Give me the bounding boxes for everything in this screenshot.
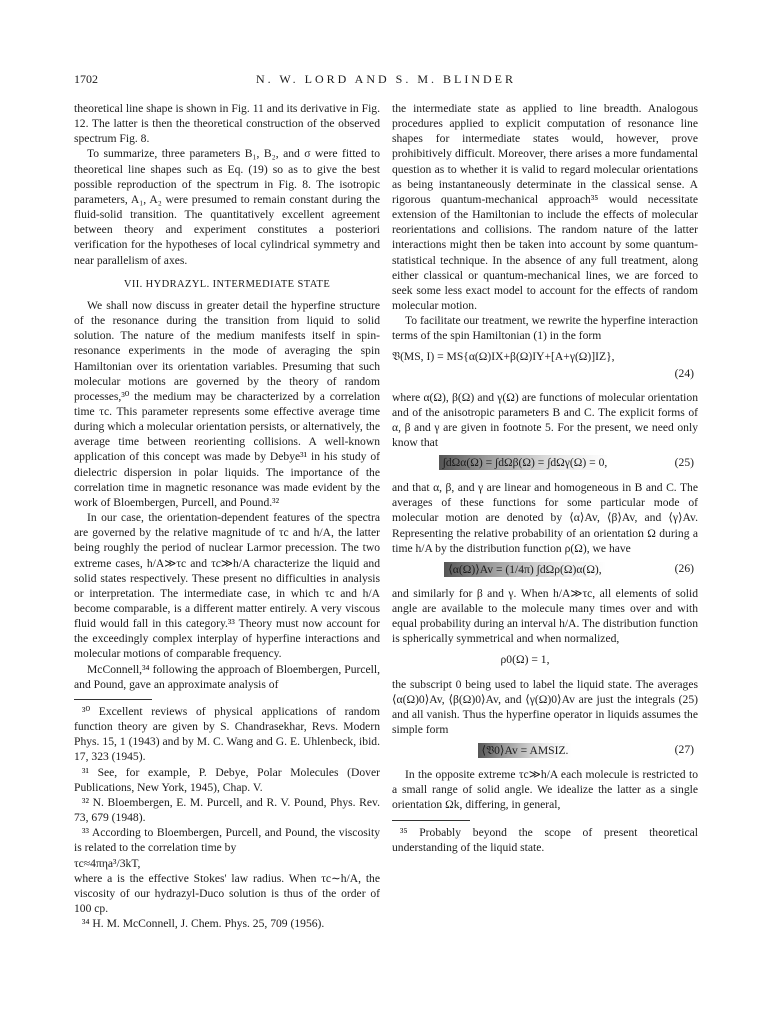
paragraph: In the opposite extreme τc≫h/A each molecule is restricted to a small range of solid angle. We idealize the latter as a single orientation Ωk, differing, in general,: [392, 768, 698, 812]
paragraph: We shall now discuss in greater detail the hyperfine structure of the resonance during the transition from liquid to solid solution. The nature of the medium manifests itself in spin-resonance experiments in the mode of averaging the spin Hamiltonian over its orientation variables. Presuming that such molecular motions are governed by the theory of random processes,³⁰ the medium may be characterized by a correlation time τc. This parameter represents some effective average time during which a molecular orientation persists, or alternatively, the average time between reorienting collisions. A well-known application of this concept was made by Debye³¹ in his study of dielectric dispersion in polar liquids. The importance of the correlation time in magnetic resonance was made evident by the work of Bloembergen, Purcell, and Pound.³²: [74, 298, 380, 509]
footnote-30: ³⁰ Excellent reviews of physical applications of random function theory are given by S. Chandrasekhar, Revs. Modern Phys. 15, 1 (1943) and by M. C. Wang and G. E. Uhlenbeck, ibid. 17, 323 (1945).: [74, 704, 380, 764]
equation-number: (26): [674, 561, 694, 575]
footnote-33: ³³ According to Bloembergen, Purcell, and Pound, the viscosity is related to the correlation time by: [74, 826, 380, 855]
equation-body: ∫dΩα(Ω) = ∫dΩβ(Ω) = ∫dΩγ(Ω) = 0,: [439, 455, 612, 470]
paragraph: the intermediate state as applied to line breadth. Analogous procedures applied to explicit computation of resonance line shapes for intermediate states would, however, prove prohibitively difficult. Moreover, there arises a more fundamental question as to whether it is valid to regard molecular orientations as being instantaneously determinate in the classical sense. A rigorous quantum-mechanical approach³⁵ would necessitate extension of the Hamiltonian to include the effects of molecular reorientations and collisions. The random nature of the latter interactions might then be taken into account by some quantum-statistical technique. In the absence of any full treatment, along either classical or quantum-mechanical lines, we are forced to seek some less exact model to account for the effects of random molecular motion.: [392, 102, 698, 313]
equation-body: ⟨α(Ω)⟩Av = (1/4π) ∫dΩρ(Ω)α(Ω),: [444, 562, 605, 577]
running-head: N. W. LORD AND S. M. BLINDER: [255, 72, 516, 86]
equation-body: ⟨𝔙0⟩Av = AMSIZ.: [478, 743, 573, 758]
paragraph: where α(Ω), β(Ω) and γ(Ω) are functions of molecular orientation and of the anisotropic parameters B and C. The explicit forms of α, β and γ are given in footnote 5. For the present, we need only know that: [392, 390, 698, 449]
equation-body: ρ0(Ω) = 1,: [500, 652, 550, 666]
paragraph: theoretical line shape is shown in Fig. 11 and its derivative in Fig. 12. The latter is then the theoretical construction of the observed spectrum Fig. 8.: [74, 102, 380, 146]
footnote-34: ³⁴ H. M. McConnell, J. Chem. Phys. 25, 709 (1956).: [82, 917, 325, 931]
equation-rho: [392, 653, 698, 671]
footnote-rule: [392, 820, 470, 821]
equation-25: [392, 456, 698, 474]
equation-number: (25): [674, 456, 694, 470]
page-header: [74, 72, 698, 88]
footnote-33-continued: where a is the effective Stokes' law radius. When τc∼h/A, the viscosity of our hydrazyl-Duco solution is thus of the order of 100 cp.: [74, 871, 380, 915]
paragraph: In our case, the orientation-dependent features of the spectra are governed by the relative magnitude of τc and h/A, the latter being roughly the period of nuclear Larmor precession. The two extreme cases, h/A≫τc and τc≫h/A characterize the liquid and solid states respectively. These present no difficulties in analysis or interpretation. The intermediate case, in which τc and h/A become comparable, is a different matter entirely. A very viscous fluid would fall in this category.³³ Theory must now account for the exceedingly complex interplay of hyperfine interactions and molecular motions of comparable frequency.: [74, 511, 380, 661]
right-column: [392, 101, 698, 855]
paragraph: McConnell,³⁴ following the approach of Bloembergen, Purcell, and Pound, gave an approximate analysis of: [74, 662, 380, 691]
paragraph: and that α, β, and γ are linear and homogeneous in B and C. The averages of these functions for some particular mode of molecular motion are denoted by ⟨α⟩Av, ⟨β⟩Av, and ⟨γ⟩Av. Representing the relative probability of an orientation Ω during a time h/A by the distribution function ρ(Ω), we have: [392, 481, 698, 555]
paragraph: To facilitate our treatment, we rewrite the hyperfine interaction terms of the spin Hamiltonian (1) in the form: [392, 314, 698, 343]
footnote-31: ³¹ See, for example, P. Debye, Polar Molecules (Dover Publications, New York, 1945), Chap. V.: [74, 765, 380, 794]
equation-26: [392, 562, 698, 580]
equation-24: [392, 350, 698, 384]
equation-number: (27): [674, 743, 694, 757]
paragraph: and similarly for β and γ. When h/A≫τc, all elements of solid angle are available to the molecule many times over and with equal probability during an interval h/A. The distribution function is spherically symmetrical and when normalized,: [392, 586, 698, 646]
paragraph: To summarize, three parameters B₁, B₂, and σ were fitted to theoretical line shapes such as Eq. (19) so as to give the best possible reproduction of the spectrum in Fig. 8. The isotropic parameters, A₁, A₂ were presumed to remain constant during the fluid-solid transition. The quantitatively excellent agreement between theory and experiment constitutes a posteriori verification for the hypotheses of local cylindrical symmetry and near parallelism of axes.: [74, 147, 380, 267]
footnote-rule: [74, 699, 152, 700]
equation-body: 𝔙(MS, I) = MS{α(Ω)IX+β(Ω)IY+[A+γ(Ω)]IZ},: [392, 349, 615, 363]
section-heading: VII. HYDRAZYL. INTERMEDIATE STATE: [123, 278, 331, 290]
page-number: 1702: [74, 72, 98, 86]
equation-number: (24): [674, 366, 694, 380]
footnote-32: ³² N. Bloembergen, E. M. Purcell, and R. V. Pound, Phys. Rev. 73, 679 (1948).: [74, 795, 380, 825]
equation-27: [392, 743, 698, 761]
paragraph: the subscript 0 being used to label the liquid state. The averages ⟨α(Ω)0⟩Av, ⟨β(Ω)0⟩Av, and ⟨γ(Ω)0⟩Av are just the integrals (25) and all vanish. Thus the hyperfine operator in liquids assumes the simple form: [392, 677, 698, 736]
left-column: [74, 101, 380, 931]
footnote-equation: τc≈4πηa³/3kT,: [74, 856, 141, 870]
footnote-35: ³⁵ Probably beyond the scope of present theoretical understanding of the liquid state.: [392, 825, 698, 854]
